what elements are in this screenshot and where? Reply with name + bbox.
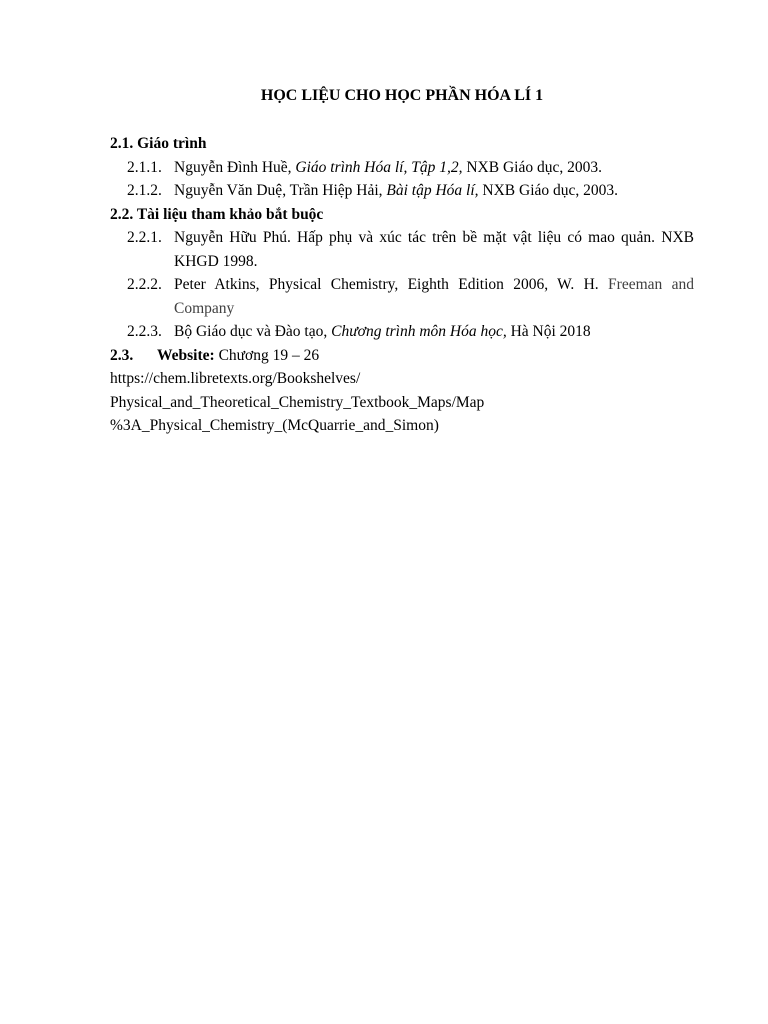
reference-publisher: NXB Giáo dục, 2003. bbox=[462, 158, 602, 176]
reference-publisher: Hà Nội 2018 bbox=[506, 323, 591, 340]
reference-publisher: NXB Giáo dục, 2003. bbox=[478, 182, 619, 199]
reference-number: 2.1.2. bbox=[127, 182, 162, 199]
section-website bbox=[110, 344, 694, 368]
reference-item-2-1-1 bbox=[110, 156, 694, 180]
section-number: 2.3. bbox=[110, 346, 134, 364]
reference-item-2-2-2 bbox=[110, 273, 694, 320]
reference-book-title: Bài tập Hóa lí, bbox=[386, 182, 479, 199]
section-heading-required-references: 2.2. Tài liệu tham khảo bắt buộc bbox=[110, 205, 324, 223]
reference-number: 2.2.2. bbox=[127, 276, 162, 293]
website-url-line: %3A_Physical_Chemistry_(McQuarrie_and_Simon) bbox=[110, 417, 439, 434]
page-title: HỌC LIỆU CHO HỌC PHẦN HÓA LÍ 1 bbox=[260, 87, 544, 104]
reference-text bbox=[174, 156, 694, 180]
reference-authors: Nguyễn Đình Huề, bbox=[174, 158, 296, 176]
reference-text: Nguyễn Hữu Phú. Hấp phụ và xúc tác trên bề mặt vật liệu có mao quản. NXB KHGD 1998. bbox=[174, 229, 694, 270]
reference-main-text: Peter Atkins, Physical Chemistry, Eighth Edition 2006, W. H. bbox=[174, 276, 609, 293]
reference-book-title: Chương trình môn Hóa học, bbox=[331, 323, 507, 340]
reference-publisher: Freeman and Company bbox=[174, 276, 694, 317]
reference-authors: Nguyễn Văn Duệ, Trần Hiệp Hải, bbox=[174, 182, 387, 199]
reference-text bbox=[174, 179, 694, 203]
reference-number: 2.1.1. bbox=[127, 158, 162, 176]
website-url-line: Physical_and_Theoretical_Chemistry_Textbook_Maps/Map bbox=[110, 393, 485, 411]
website-label: Website: bbox=[157, 346, 215, 364]
website-url-line: https://chem.libretexts.org/Bookshelves/ bbox=[110, 370, 361, 387]
reference-item-2-1-2 bbox=[110, 179, 694, 203]
reference-authors: Bộ Giáo dục và Đào tạo, bbox=[174, 323, 332, 340]
reference-item-2-2-3 bbox=[110, 320, 694, 344]
website-chapters: Chương 19 – 26 bbox=[214, 346, 320, 364]
reference-number: 2.2.3. bbox=[127, 323, 162, 340]
reference-text bbox=[174, 320, 694, 344]
reference-item-2-2-1 bbox=[110, 226, 694, 273]
reference-number: 2.2.1. bbox=[127, 229, 162, 246]
reference-book-title: Giáo trình Hóa lí, Tập 1,2, bbox=[295, 158, 463, 176]
document-page bbox=[110, 84, 694, 438]
section-heading-textbooks: 2.1. Giáo trình bbox=[110, 135, 207, 152]
reference-text bbox=[174, 273, 694, 320]
